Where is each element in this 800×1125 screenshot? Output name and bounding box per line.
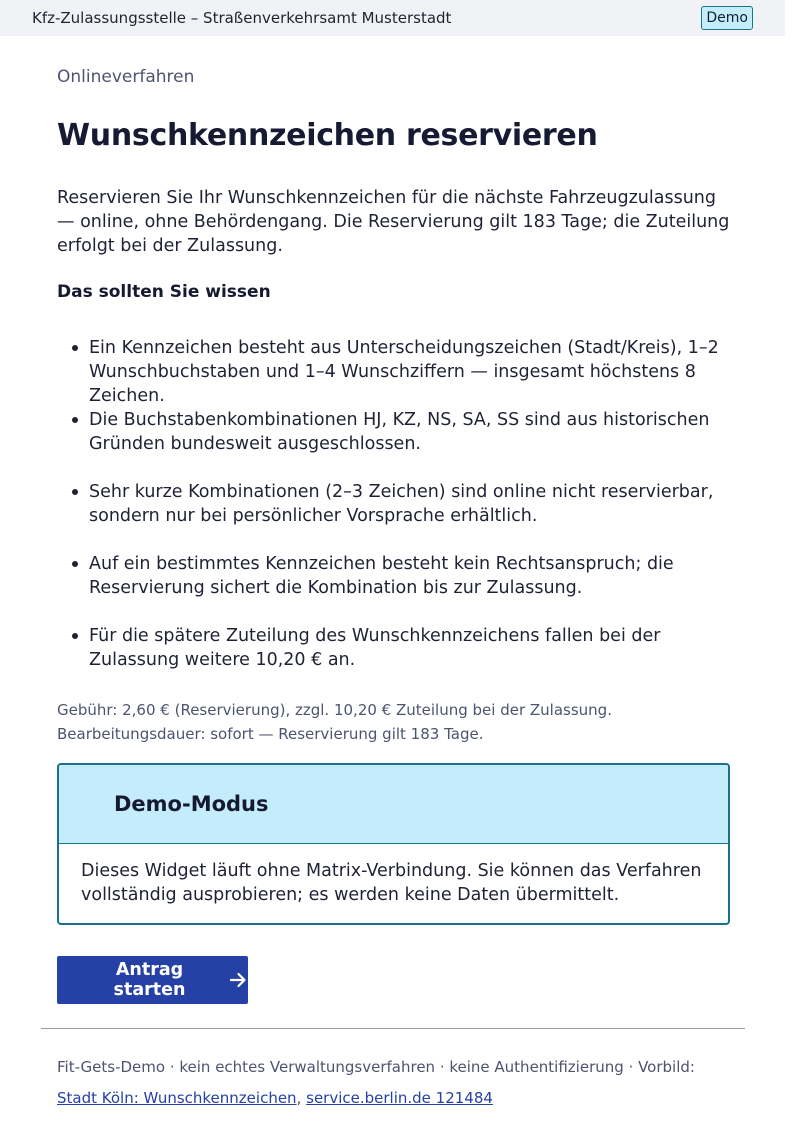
list-item: Ein Kennzeichen besteht aus Unterscheidungszeichen (Stadt/Kreis), 1–2 Wunschbuchstaben und 1–4 Wunschziffern — insgesamt höchstens 8 Zeichen. [57,336,737,408]
info-list [57,336,737,672]
footer-link-separator: , [296,1089,302,1107]
agency-title: Kfz-Zulassungsstelle – Straßenverkehrsamt Musterstadt [32,9,452,27]
list-item: Für die spätere Zuteilung des Wunschkennzeichens fallen bei der Zulassung weitere 10,20 € an. [57,624,737,672]
footer-divider [41,1028,745,1029]
list-item: Auf ein bestimmtes Kennzeichen besteht kein Rechtsanspruch; die Reservierung sichert die Kombination bis zur Zulassung. [57,552,737,624]
page-title: Wunschkennzeichen reservieren [57,118,598,153]
demo-mode-notice [57,763,730,925]
fee-note: Gebühr: 2,60 € (Reservierung), zzgl. 10,20 € Zuteilung bei der Zulassung. Bearbeitungsdauer: sofort — Reservierung gilt 183 Tage. [57,701,612,743]
demo-notice-title: Demo-Modus [114,792,269,816]
top-bar [0,0,785,36]
start-application-label: Antrag starten [113,960,186,1000]
footer [57,1052,737,1114]
footer-note: Fit-Gets-Demo · kein echtes Verwaltungsverfahren · keine Authentifizierung · Vorbild: [57,1058,695,1076]
demo-notice-header [59,765,728,844]
arrow-right-icon [228,970,248,990]
intro-text: Reservieren Sie Ihr Wunschkennzeichen für die nächste Fahrzeugzulassung — online, ohne Behördengang. Die Reservierung gilt 183 Tage; die Zuteilung erfolgt bei der Zulassung. [57,188,730,256]
list-item: Die Buchstabenkombinationen HJ, KZ, NS, SA, SS sind aus historischen Gründen bundesweit ausgeschlossen. [57,408,737,480]
eyebrow-label: Onlineverfahren [57,67,195,87]
list-item: Sehr kurze Kombinationen (2–3 Zeichen) sind online nicht reservierbar, sondern nur bei persönlicher Vorsprache erhältlich. [57,480,737,552]
start-application-button[interactable] [57,956,248,1004]
link-service-berlin[interactable]: service.berlin.de 121484 [306,1089,493,1107]
footer-links [57,1083,737,1114]
link-stadt-koeln[interactable]: Stadt Köln: Wunschkennzeichen [57,1089,297,1107]
section-heading: Das sollten Sie wissen [57,282,271,302]
demo-notice-text: Dieses Widget läuft ohne Matrix-Verbindung. Sie können das Verfahren vollständig ausprobieren; es werden keine Daten übermittelt. [81,861,702,905]
demo-badge: Demo [701,6,753,30]
